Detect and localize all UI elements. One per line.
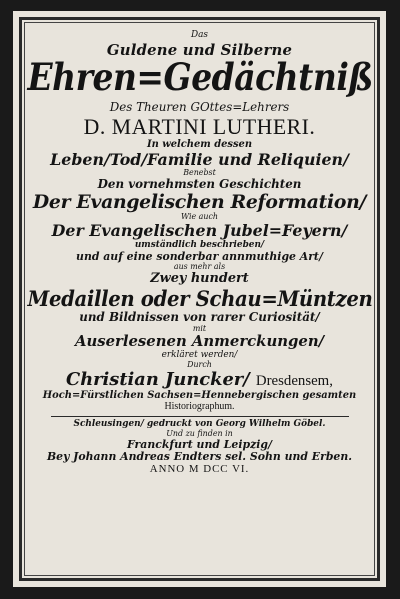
imprint-place: Franckfurt und Leipzig/ — [127, 438, 272, 451]
title-page — [13, 11, 386, 587]
line-guldene: Guldene und Silberne — [106, 41, 293, 59]
line-hoch-fuerstlichen: Hoch=Fürstlichen Sachsen=Hennebergischen gesamten — [42, 390, 357, 401]
author-line — [27, 371, 372, 389]
imprint-year: ANNO M DCC VI. — [149, 463, 250, 475]
line-erklaeret: erkläret werden/ — [161, 350, 238, 360]
line-bildnissen: und Bildnissen von rarer Curiosität/ — [79, 310, 320, 324]
line-jubel: Der Evangelischen Jubel=Feyern/ — [51, 221, 348, 240]
subject-name: D. MARTINI LUTHERI. — [83, 114, 316, 139]
line-vornehmsten: Den vornehmsten Geschichten — [97, 177, 302, 191]
line-sonderbar: und auf eine sonderbar annmuthige Art/ — [76, 250, 323, 263]
line-medaillen: Medaillen oder Schau=Müntzen — [27, 286, 372, 311]
line-benebst: Benebst — [183, 168, 216, 177]
imprint-divider — [51, 416, 349, 417]
line-des: Des Theuren GOttes=Lehrers — [109, 100, 290, 114]
imprint-und-zu: Und zu finden in — [166, 429, 233, 438]
author-name: Christian Juncker/ — [66, 369, 250, 390]
line-reformation: Der Evangelischen Reformation/ — [32, 191, 367, 213]
line-welchem: In welchem dessen — [146, 139, 253, 150]
line-leben: Leben/Tod/Familie und Reliquien/ — [50, 150, 349, 169]
imprint-publisher: Bey Johann Andreas Endters sel. Sohn und Erben. — [46, 450, 353, 463]
line-durch: Durch — [187, 360, 212, 369]
line-das: Das — [190, 30, 208, 40]
imprint-printer: Schleusingen/ gedruckt von Georg Wilhelm Göbel. — [73, 419, 326, 429]
author-origin: Dresdensem, — [255, 373, 333, 389]
line-mit: mit — [192, 324, 207, 333]
line-anmerckungen: Auserlesenen Anmerckungen/ — [74, 332, 325, 350]
line-mehr-als: aus mehr als — [173, 262, 226, 271]
main-title: Ehren=Gedächtniß — [27, 56, 373, 100]
line-historiographum: Historiographum. — [164, 401, 235, 412]
title-page-text — [25, 31, 374, 573]
line-wie-auch: Wie auch — [180, 212, 219, 221]
line-zwey-hundert: Zwey hundert — [150, 271, 249, 286]
line-umstaendlich: umständlich beschrieben/ — [134, 240, 265, 250]
